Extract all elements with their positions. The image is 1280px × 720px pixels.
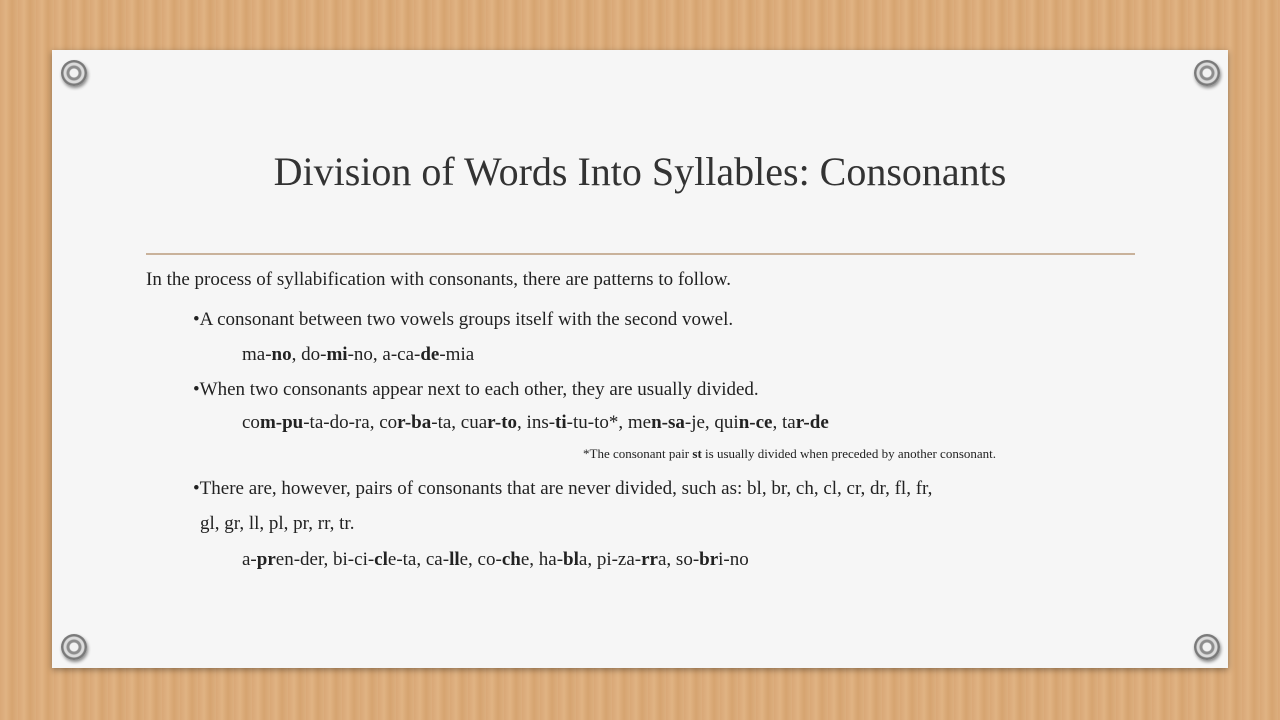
highlighted-syllable: r-de — [795, 412, 829, 433]
syllable-text: , do- — [291, 344, 327, 365]
slide-card — [52, 50, 1228, 668]
syllable-text: en-der, bi-ci- — [275, 549, 375, 570]
st-footnote — [583, 446, 996, 462]
highlighted-syllable: de — [420, 344, 440, 365]
rule-undivided-pairs-continued: gl, gr, ll, pl, pr, rr, tr. — [200, 513, 355, 534]
example-vowel-consonant — [242, 344, 474, 366]
example-two-consonants — [242, 412, 829, 434]
rule-vowel-consonant: •A consonant between two vowels groups itself with the second vowel. — [193, 309, 734, 330]
intro-text: In the process of syllabification with consonants, there are patterns to follow. — [146, 269, 731, 290]
slide-title: Division of Words Into Syllables: Consonants — [273, 149, 1007, 194]
pin-icon-top-left — [61, 60, 87, 86]
syllable-text: co — [242, 412, 260, 433]
pin-icon-bottom-right — [1194, 634, 1220, 660]
syllable-text: -ta, cua — [431, 412, 488, 433]
syllable-text: , ins- — [517, 412, 556, 433]
syllable-text: , ta — [772, 412, 796, 433]
title-divider — [146, 253, 1135, 255]
syllable-text: -mia — [439, 344, 475, 365]
pin-icon-bottom-left — [61, 634, 87, 660]
rule-undivided-pairs: •There are, however, pairs of consonants that are never divided, such as: bl, br, ch, cl, cr, dr, fl, fr, — [193, 478, 933, 499]
highlighted-syllable: ch — [501, 549, 521, 570]
rule-two-consonants: •When two consonants appear next to each other, they are usually divided. — [193, 379, 759, 400]
syllable-text: a, so- — [658, 549, 700, 570]
syllable-text: -no, a-ca- — [347, 344, 421, 365]
highlighted-syllable: n-ce — [738, 412, 773, 433]
highlighted-syllable: bl — [563, 549, 579, 570]
highlighted-syllable: ll — [449, 549, 460, 570]
highlighted-syllable: pr — [256, 549, 276, 570]
highlighted-syllable: br — [699, 549, 719, 570]
highlighted-syllable: n-sa — [651, 412, 685, 433]
highlighted-syllable: cl — [374, 549, 388, 570]
highlighted-syllable: st — [692, 446, 702, 461]
syllable-text: is usually divided when preceded by another consonant. — [701, 446, 997, 461]
syllable-text: e-ta, ca- — [387, 549, 450, 570]
syllable-text: *The consonant pair — [583, 446, 693, 461]
example-undivided-pairs — [242, 549, 749, 571]
pin-icon-top-right — [1194, 60, 1220, 86]
highlighted-syllable: rr — [641, 549, 658, 570]
syllable-text: -tu-to*, me — [566, 412, 652, 433]
highlighted-syllable: ti — [555, 412, 567, 433]
syllable-text: i-no — [718, 549, 749, 570]
highlighted-syllable: r-ba — [397, 412, 432, 433]
syllable-text: a, pi-za- — [578, 549, 642, 570]
syllable-text: a- — [242, 549, 257, 570]
syllable-text: -ta-do-ra, co — [303, 412, 398, 433]
syllable-text: ma- — [242, 344, 272, 365]
syllable-text: e, co- — [459, 549, 502, 570]
highlighted-syllable: r-to — [487, 412, 518, 433]
highlighted-syllable: no — [271, 344, 292, 365]
highlighted-syllable: m-pu — [259, 412, 304, 433]
highlighted-syllable: mi — [326, 344, 348, 365]
syllable-text: e, ha- — [520, 549, 564, 570]
syllable-text: -je, qui — [684, 412, 739, 433]
